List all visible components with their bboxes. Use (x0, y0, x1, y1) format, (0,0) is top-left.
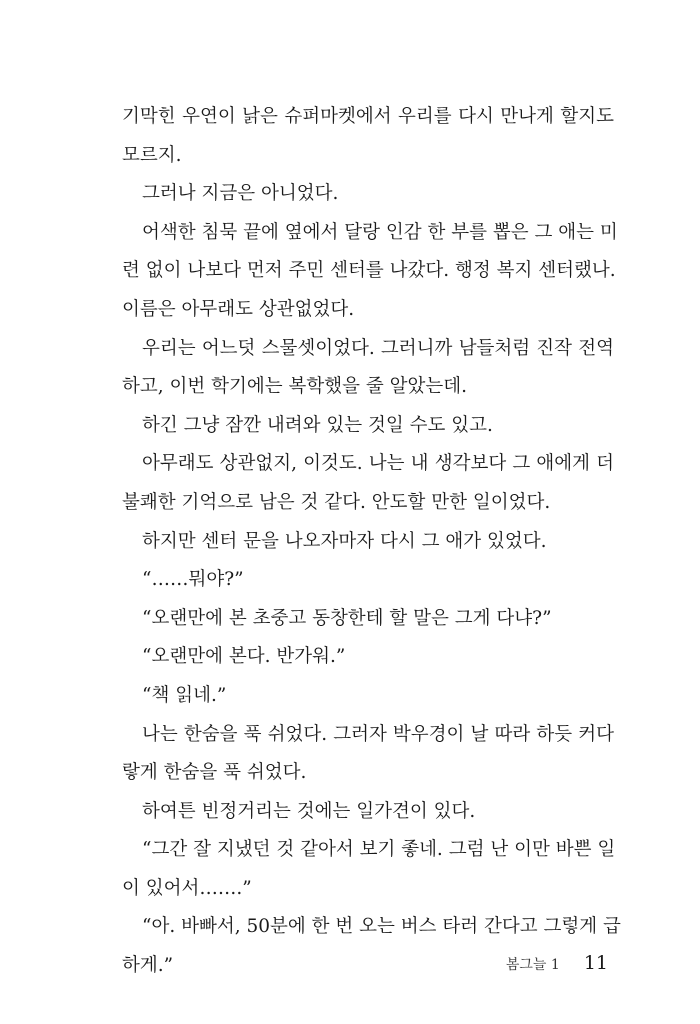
text-line: 우리는 어느덧 스물셋이었다. 그러니까 남들처럼 진작 전역 (142, 337, 614, 359)
text-line: 나는 한숨을 푹 쉬었다. 그러자 박우경이 날 따라 하듯 커다 (142, 723, 614, 745)
text-line: 하고, 이번 학기에는 복학했을 줄 알았는데. (122, 376, 467, 398)
running-title: 봄그늘 1 (505, 957, 560, 973)
text-line: 기막힌 우연이 낡은 슈퍼마켓에서 우리를 다시 만나게 할지도 (122, 106, 614, 127)
text-line: 모르지. (122, 144, 182, 166)
text-line: 랗게 한숨을 푹 쉬었다. (122, 762, 307, 784)
text-line: 이 있어서…….” (122, 877, 252, 899)
text-line: 하여튼 빈정거리는 것에는 일가견이 있다. (142, 800, 476, 822)
text-line: 하긴 그냥 잠깐 내려와 있는 것일 수도 있고. (142, 414, 493, 436)
text-line: “아. 바빠서, 50분에 한 번 오는 버스 타러 간다고 그렇게 급 (142, 916, 621, 938)
text-line: “오랜만에 본다. 반가워.” (142, 646, 346, 668)
text-line: “오랜만에 본 초중고 동창한테 할 말은 그게 다냐?” (142, 607, 552, 629)
text-line: “책 읽네.” (142, 684, 227, 706)
text-line: 아무래도 상관없지, 이것도. 나는 내 생각보다 그 애에게 더 (142, 453, 614, 475)
text-line: 어색한 침묵 끝에 옆에서 달랑 인감 한 부를 뽑은 그 애는 미 (142, 221, 618, 243)
text-line: 그러나 지금은 아니었다. (142, 183, 339, 205)
text-line: 련 없이 나보다 먼저 주민 센터를 나갔다. 행정 복지 센터랬나. (122, 260, 616, 282)
text-line: “그간 잘 지냈던 것 같아서 보기 좋네. 그럼 난 이만 바쁜 일 (142, 839, 616, 861)
page-footer (506, 952, 608, 976)
text-line: 하게.” (122, 955, 174, 977)
page-number: 11 (583, 952, 608, 974)
text-line: 불쾌한 기억으로 남은 것 같다. 안도할 만한 일이었다. (122, 491, 551, 513)
text-line: 하지만 센터 문을 나오자마자 다시 그 애가 있었다. (142, 530, 547, 552)
body-text (122, 98, 621, 986)
text-line: “……뭐야?” (142, 569, 244, 591)
text-line: 이름은 아무래도 상관없었다. (122, 298, 355, 320)
